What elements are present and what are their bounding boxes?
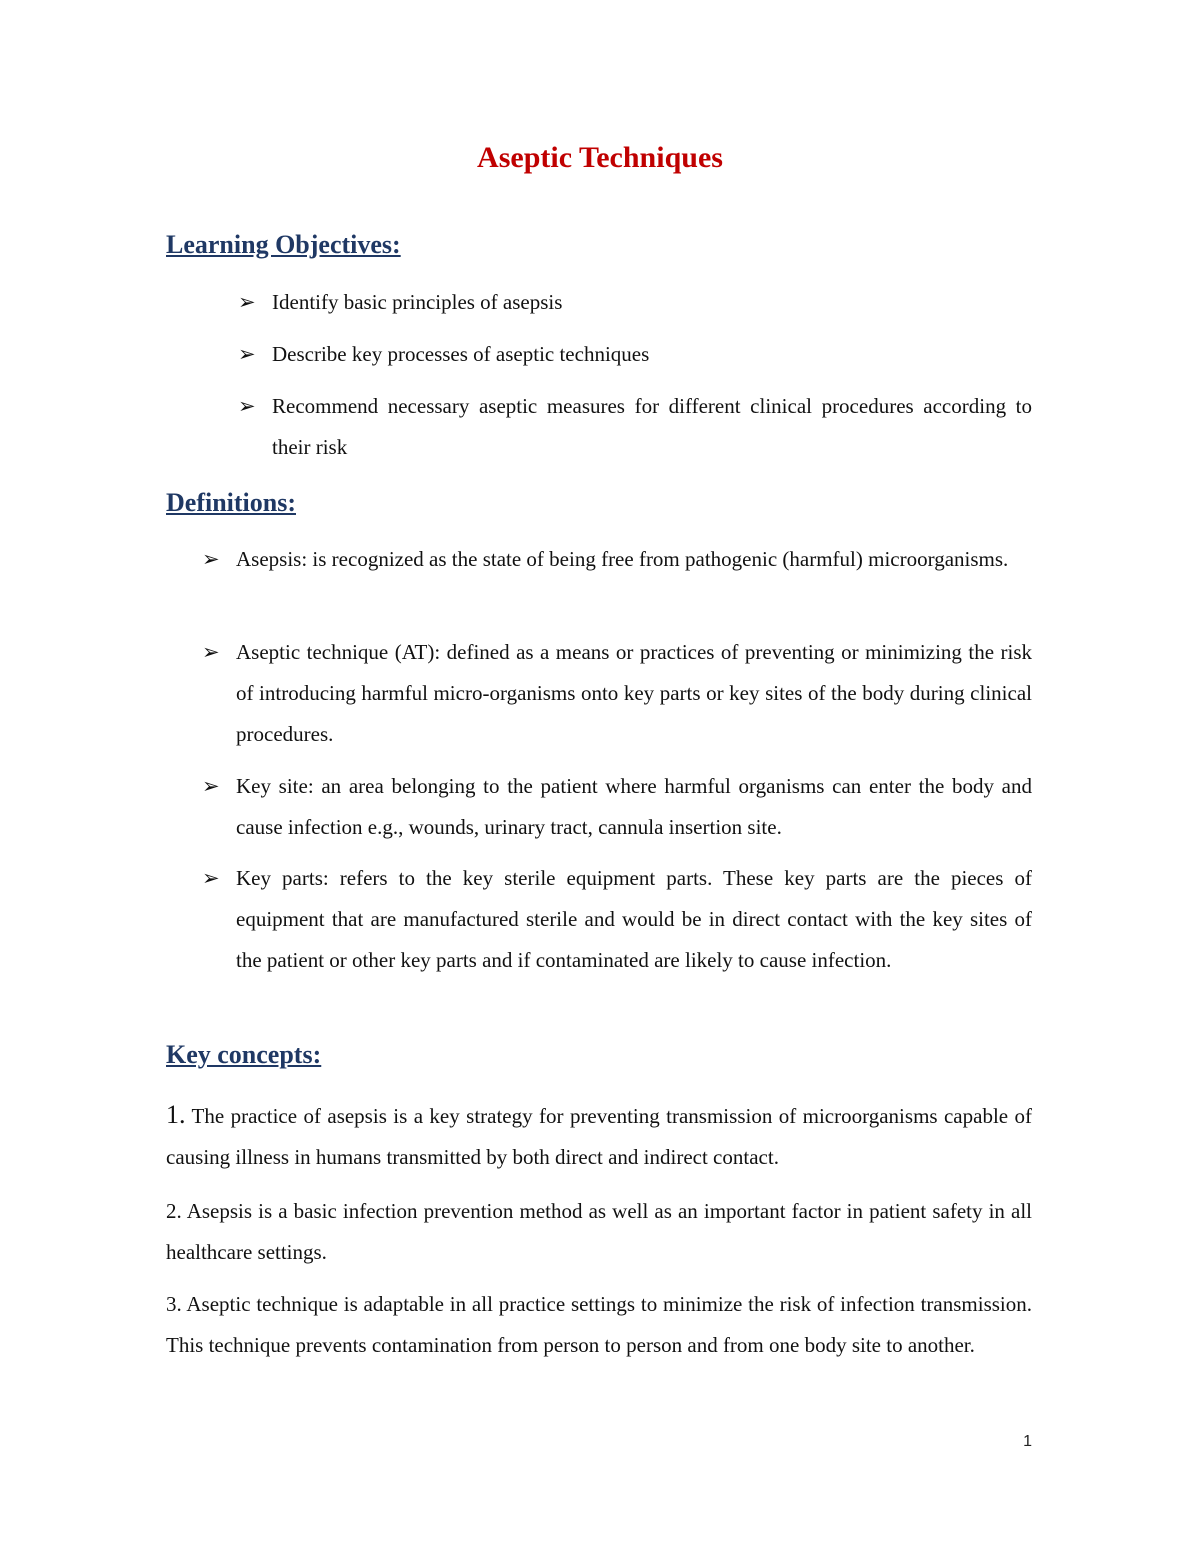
- list-item: [202, 539, 1032, 580]
- key-concept-item: [166, 1284, 1032, 1366]
- definition-text: Aseptic technique (AT): defined as a means or practices of preventing or minimizing the risk of introducing harmful micro-organisms onto key parts or key sites of the body during clinical procedures.: [236, 640, 1032, 746]
- key-concept-item: [166, 1191, 1032, 1273]
- key-concept-text: The practice of asepsis is a key strategy for preventing transmission of microorganisms capable of causing illness in humans transmitted by both direct and indirect contact.: [166, 1104, 1033, 1169]
- list-item: [202, 632, 1032, 755]
- learning-objectives-heading: Learning Objectives:: [166, 230, 401, 259]
- key-concept-number: 2.: [166, 1199, 182, 1223]
- list-item: [238, 282, 1032, 323]
- definition-text: Key parts: refers to the key sterile equipment parts. These key parts are the pieces of equipment that are manufactured sterile and would be in direct contact with the key sites of the patient or other key parts and if contaminated are likely to cause infection.: [236, 866, 1032, 972]
- page-number: 1: [1023, 1433, 1032, 1450]
- arrowhead-bullet-icon: ➢: [238, 394, 256, 418]
- arrowhead-bullet-icon: ➢: [238, 342, 256, 366]
- objective-text: Recommend necessary aseptic measures for different clinical procedures according to their risk: [272, 394, 1032, 459]
- key-concept-number: 3.: [166, 1292, 182, 1316]
- list-item: [238, 334, 1032, 375]
- objective-text: Identify basic principles of asepsis: [272, 290, 563, 314]
- key-concept-text: Asepsis is a basic infection prevention method as well as an important factor in patient safety in all healthcare settings.: [166, 1199, 1032, 1264]
- arrowhead-bullet-icon: ➢: [202, 547, 220, 571]
- list-item: [238, 386, 1032, 468]
- key-concepts-heading: Key concepts:: [166, 1040, 322, 1069]
- document-title: Aseptic Techniques: [477, 141, 723, 174]
- arrowhead-bullet-icon: ➢: [202, 640, 220, 664]
- list-item: [202, 766, 1032, 848]
- arrowhead-bullet-icon: ➢: [202, 774, 220, 798]
- key-concept-text: Aseptic technique is adaptable in all practice settings to minimize the risk of infection transmission. This technique prevents contamination from person to person and from one body site to another.: [166, 1292, 1033, 1357]
- key-concept-item: [166, 1094, 1032, 1178]
- list-item: [202, 858, 1032, 981]
- arrowhead-bullet-icon: ➢: [238, 290, 256, 314]
- objective-text: Describe key processes of aseptic techniques: [272, 342, 650, 366]
- arrowhead-bullet-icon: ➢: [202, 866, 220, 890]
- key-concept-number: 1.: [166, 1100, 186, 1129]
- definition-text: Key site: an area belonging to the patient where harmful organisms can enter the body and cause infection e.g., wounds, urinary tract, cannula insertion site.: [236, 774, 1032, 839]
- definition-text: Asepsis: is recognized as the state of being free from pathogenic (harmful) microorganisms.: [236, 547, 1009, 571]
- definitions-heading: Definitions:: [166, 488, 296, 517]
